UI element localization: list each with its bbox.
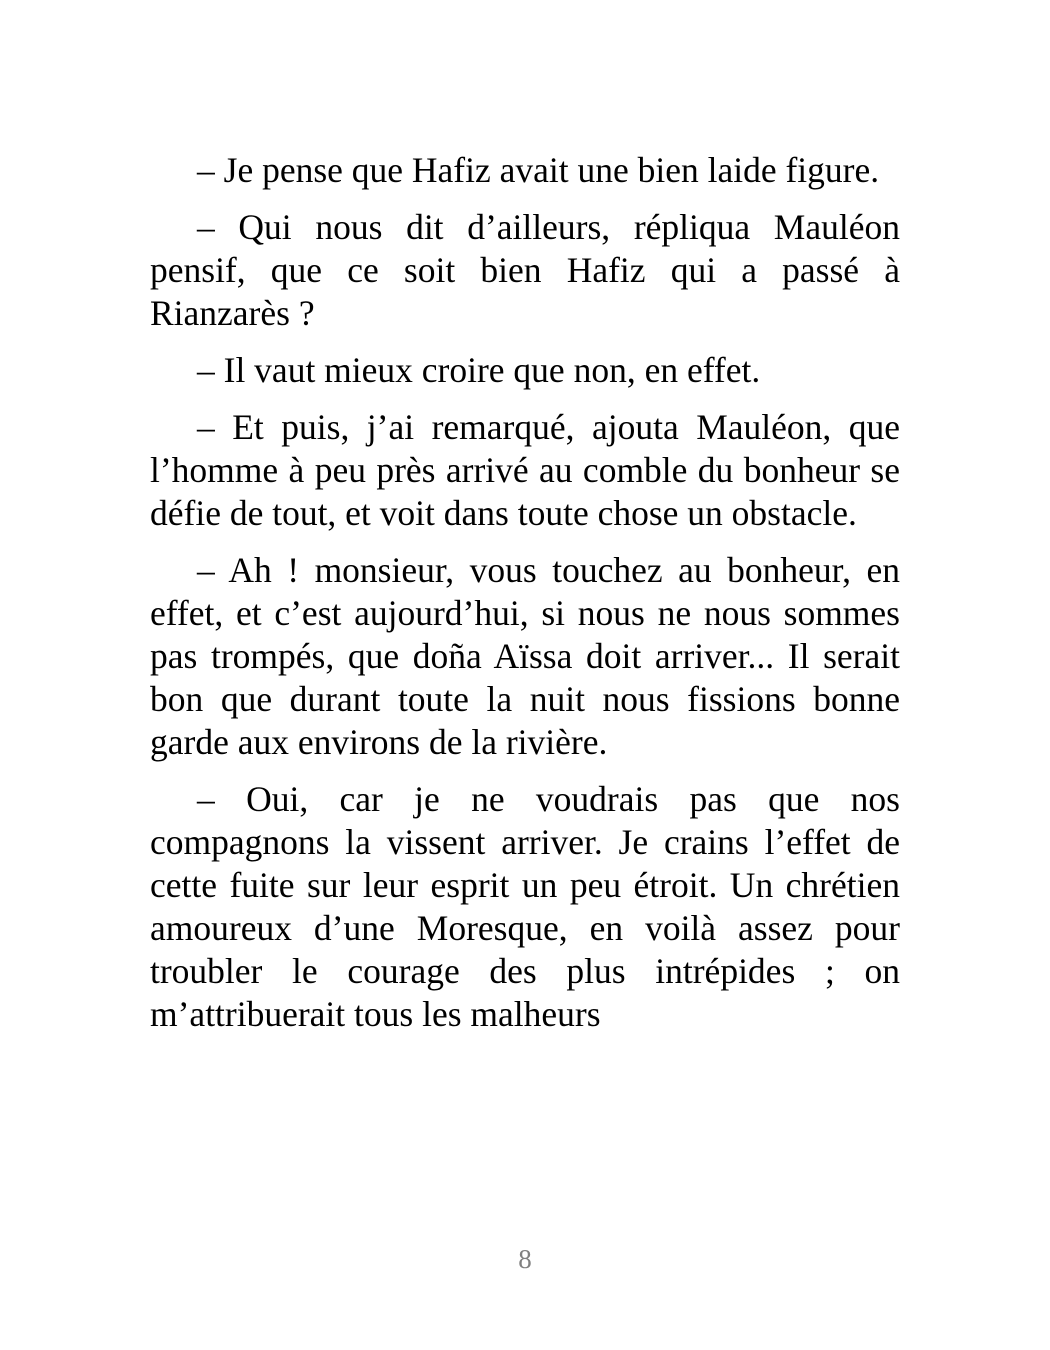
- paragraph: – Et puis, j’ai remarqué, ajouta Mauléon, que l’homme à peu près arrivé au comble du bonheur se défie de tout, et voit dans toute chose un obstacle.: [150, 407, 900, 533]
- paragraph: – Oui, car je ne voudrais pas que nos compagnons la vissent arriver. Je crains l’effet de cette fuite sur leur esprit un peu étroit. Un chrétien amoureux d’une Moresque, en voilà assez pour troubler le courage des plus intrépides ; on m’attribuerait tous les malheurs: [150, 779, 900, 1034]
- paragraph: – Je pense que Hafiz avait une bien laide figure.: [197, 150, 880, 190]
- paragraph: – Ah ! monsieur, vous touchez au bonheur, en effet, et c’est aujourd’hui, si nous ne nous sommes pas trompés, que doña Aïssa doit arriver... Il serait bon que durant toute la nuit nous fissions bonne garde aux environs de la rivière.: [150, 550, 900, 762]
- paragraph: – Qui nous dit d’ailleurs, répliqua Mauléon pensif, que ce soit bien Hafiz qui a passé à Rianzarès ?: [150, 207, 900, 333]
- body-text: [150, 149, 900, 1169]
- paragraph: – Il vaut mieux croire que non, en effet.: [197, 350, 761, 390]
- page-number: 8: [518, 1244, 532, 1274]
